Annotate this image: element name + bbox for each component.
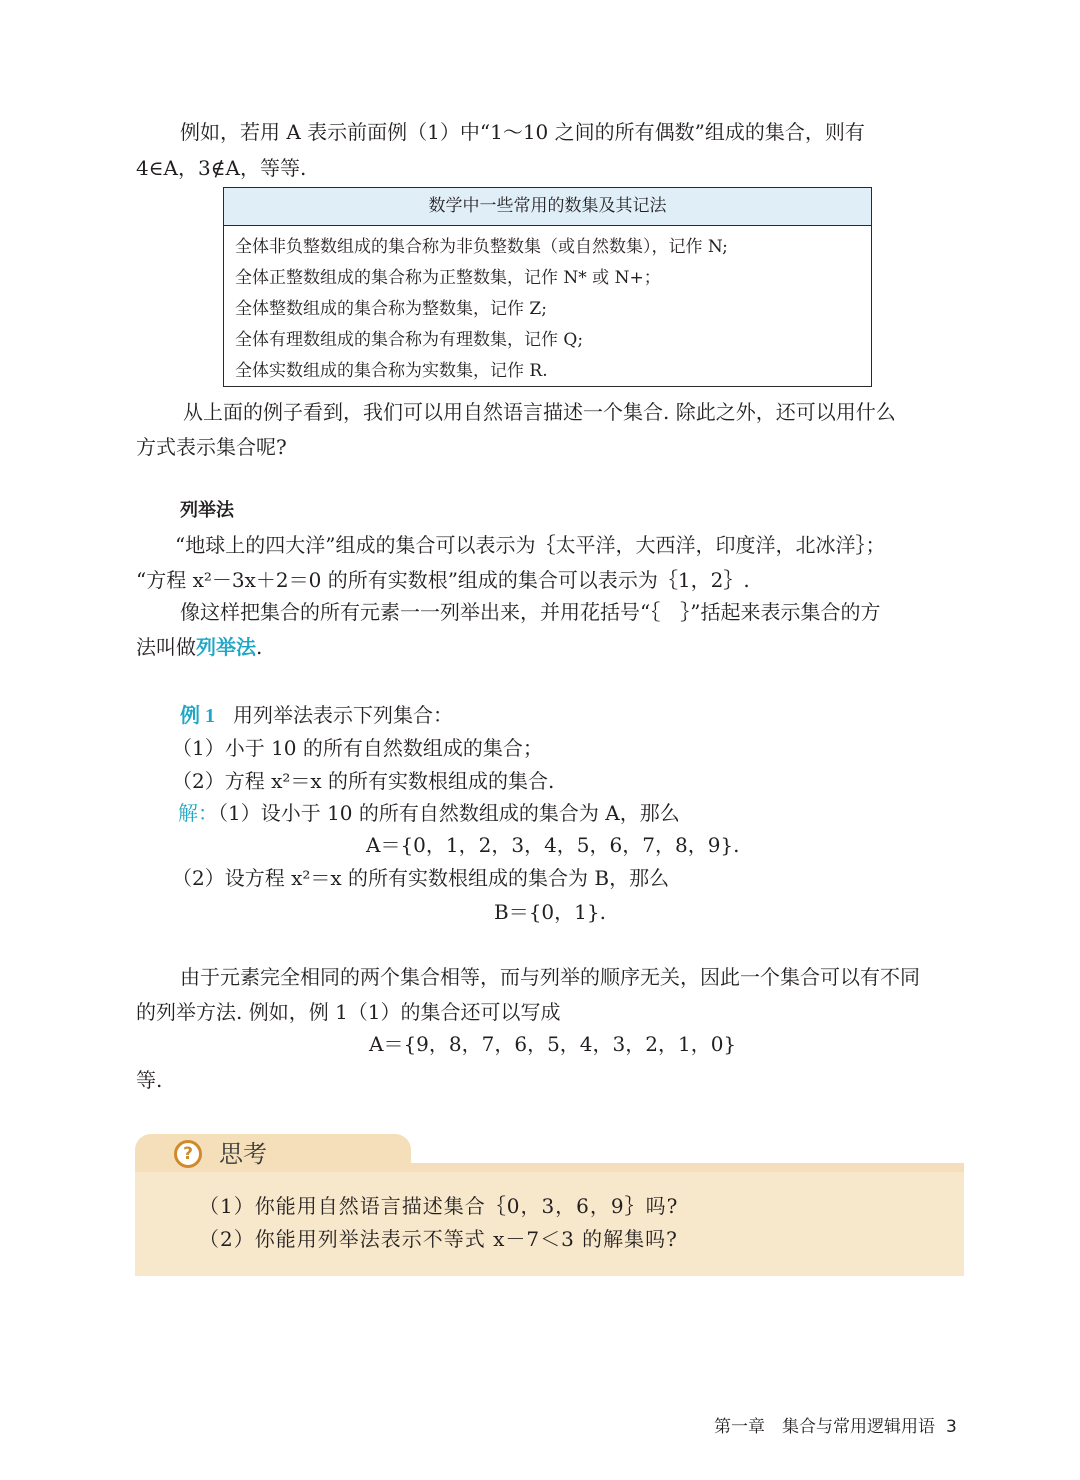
section-line-3: 像这样把集合的所有元素一一列举出来，并用花括号“｛ ｝”括起来表示集合的方 xyxy=(180,600,881,624)
para2-formula: A＝{9，8，7，6，5，4，3，2，1，0} xyxy=(369,1032,737,1056)
section-heading: 列举法 xyxy=(180,500,234,521)
para1-line-2: 方式表示集合呢? xyxy=(136,435,287,459)
solution-step-1: （1）设小于 10 的所有自然数组成的集合为 A，那么 xyxy=(218,801,680,825)
number-set-item: 全体正整数组成的集合称为正整数集，记作 N* 或 N+； xyxy=(235,268,661,288)
number-sets-list xyxy=(224,226,871,387)
section-line-4-prefix: 法叫做 xyxy=(136,635,196,659)
example-question-1: （1）小于 10 的所有自然数组成的集合； xyxy=(172,736,543,760)
intro-line-2: 4∈A，3∉A，等等. xyxy=(136,156,307,180)
think-question-2: （2）你能用列举法表示不等式 x－7＜3 的解集吗? xyxy=(199,1227,678,1251)
para2-line-1: 由于元素完全相同的两个集合相等，而与列举的顺序无关，因此一个集合可以有不同 xyxy=(180,965,920,989)
section-line-1: “地球上的四大洋”组成的集合可以表示为｛太平洋，大西洋，印度洋，北冰洋｝； xyxy=(175,533,886,557)
example-1-header xyxy=(180,700,453,731)
number-sets-box xyxy=(223,187,872,387)
para2-line-2: 的列举方法. 例如，例 1（1）的集合还可以写成 xyxy=(136,1000,561,1024)
section-line-4-suffix: . xyxy=(256,635,263,659)
para2-line-3: 等. xyxy=(136,1068,163,1092)
example-question-2: （2）方程 x²＝x 的所有实数根组成的集合. xyxy=(172,769,555,793)
solution-result-1: A＝{0，1，2，3，4，5，6，7，8，9}. xyxy=(366,833,740,857)
think-title: 思考 xyxy=(219,1140,267,1168)
solution-step-2: （2）设方程 x²＝x 的所有实数根组成的集合为 B，那么 xyxy=(172,866,670,890)
number-set-item: 全体非负整数组成的集合称为非负整数集（或自然数集），记作 N; xyxy=(235,237,728,257)
intro-line-1: 例如，若用 A 表示前面例（1）中“1～10 之间的所有偶数”组成的集合，则有 xyxy=(180,120,865,144)
solution-label: 解： xyxy=(178,801,218,825)
term-list-method: 列举法 xyxy=(196,637,256,659)
example-label: 例 1 xyxy=(180,705,215,727)
section-line-4 xyxy=(136,632,262,663)
solution-result-2: B＝{0，1}. xyxy=(494,900,606,924)
section-line-2: “方程 x²－3x＋2＝0 的所有实数根”组成的集合可以表示为｛1，2｝. xyxy=(136,568,750,592)
para1-line-1: 从上面的例子看到，我们可以用自然语言描述一个集合. 除此之外，还可以用什么 xyxy=(183,400,896,424)
question-icon: ? xyxy=(174,1140,202,1168)
footer-chapter: 第一章 集合与常用逻辑用语 xyxy=(714,1417,935,1437)
number-set-item: 全体整数组成的集合称为整数集，记作 Z; xyxy=(235,299,547,319)
number-sets-title: 数学中一些常用的数集及其记法 xyxy=(224,188,871,226)
solution-line-1 xyxy=(178,798,680,828)
page-number: 3 xyxy=(946,1417,957,1437)
number-set-item: 全体有理数组成的集合称为有理数集，记作 Q; xyxy=(235,330,584,350)
number-set-item: 全体实数组成的集合称为实数集，记作 R. xyxy=(235,361,548,381)
example-prompt: 用列举法表示下列集合： xyxy=(233,703,453,727)
think-question-1: （1）你能用自然语言描述集合｛0，3，6，9｝吗? xyxy=(199,1194,679,1218)
